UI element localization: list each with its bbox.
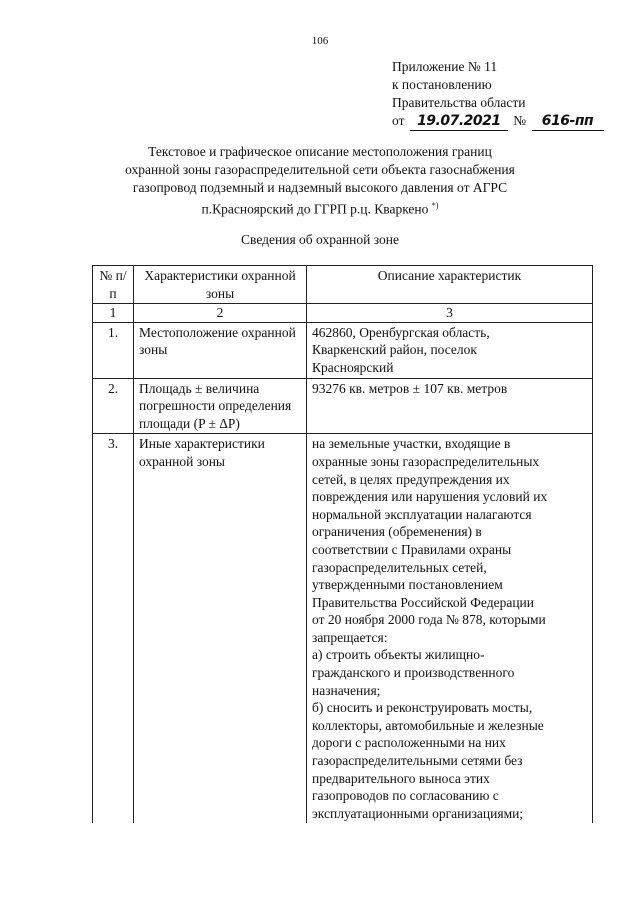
section-subtitle: Сведения об охранной зоне: [241, 232, 399, 247]
table-row: [93, 434, 593, 824]
table-row: [93, 378, 593, 434]
title-line-1: Текстовое и графическое описание местоположения границ: [148, 144, 492, 159]
row-3-desc-line: эксплуатационными организациями;: [312, 805, 524, 821]
row-3-desc-line: дороги с расположенными на них: [312, 735, 506, 751]
handwritten-number: 616-пп: [532, 112, 604, 131]
col-number-2: 2: [134, 304, 307, 323]
row-1-desc: [307, 322, 593, 378]
title-line-4: [100, 197, 540, 219]
row-3-desc-line: назначения;: [312, 682, 381, 698]
row-3-desc-line: газопроводов по согласованию с: [312, 788, 499, 804]
title-line-4-text: п.Красноярский до ГГРП р.ц. Кваркено: [201, 201, 429, 217]
page-number: 106: [311, 35, 329, 47]
col-number-3: 3: [307, 304, 593, 323]
table-row: [93, 322, 593, 378]
row-1-desc-line: Красноярский: [312, 359, 394, 375]
row-3-desc-line: Правительства Российской Федерации: [312, 594, 534, 610]
row-3-desc-line: гражданского и производственного: [312, 665, 515, 681]
row-3-num: 3.: [93, 434, 134, 824]
row-2-name: Площадь ± величина погрешности определения площади (P ± ΔP): [134, 378, 307, 434]
row-3-desc-line: ограничения (обременения) в: [312, 524, 482, 540]
row-2-num: 2.: [93, 378, 134, 434]
document-title: [100, 143, 540, 219]
handwritten-date: 19.07.2021: [410, 112, 508, 131]
row-3-desc-line: нормальной эксплуатации налагаются: [312, 506, 532, 522]
row-3-desc-line: от 20 ноября 2000 года № 878, которыми: [312, 612, 546, 628]
row-3-desc-line: б) сносить и реконструировать мосты,: [312, 700, 533, 716]
header-num: № п/п: [93, 266, 134, 304]
zone-info-table: [92, 265, 593, 823]
row-3-desc-line: утвержденными постановлением: [312, 577, 503, 593]
row-3-desc-line: коллекторы, автомобильные и железные: [312, 717, 544, 733]
appendix-block: [392, 58, 604, 131]
row-2-desc-line: 93276 кв. метров ± 107 кв. метров: [312, 380, 508, 396]
appendix-line-1: Приложение № 11: [392, 59, 498, 74]
row-3-desc-line: соответствии с Правилами охраны: [312, 541, 512, 557]
appendix-date-line: [392, 112, 604, 131]
column-number-row: [93, 304, 593, 323]
header-description: Описание характеристик: [307, 266, 593, 304]
row-3-desc-line: на земельные участки, входящие в: [312, 436, 511, 452]
row-3-desc-line: а) строить объекты жилищно-: [312, 647, 485, 663]
row-1-desc-line: 462860, Оренбургская область,: [312, 324, 490, 340]
row-3-desc-line: охранные зоны газораспределительных: [312, 453, 540, 469]
row-3-desc-line: сетей, в целях предупреждения их: [312, 471, 510, 487]
row-3-desc-line: газораспределительных сетей,: [312, 559, 487, 575]
number-label: №: [513, 113, 527, 128]
row-1-num: 1.: [93, 322, 134, 378]
row-3-name: Иные характеристики охранной зоны: [134, 434, 307, 824]
from-label: от: [392, 113, 405, 128]
table-header-row: [93, 266, 593, 304]
row-2-desc: [307, 378, 593, 434]
header-characteristics: Характеристики охранной зоны: [134, 266, 307, 304]
row-1-name: Местоположение охранной зоны: [134, 322, 307, 378]
row-3-desc-line: предварительного выноса этих: [312, 770, 490, 786]
title-line-2: охранной зоны газораспределительной сети объекта газоснабжения: [125, 162, 515, 177]
row-3-desc: [307, 434, 593, 824]
col-number-1: 1: [93, 304, 134, 323]
row-3-desc-line: запрещается:: [312, 629, 388, 645]
appendix-line-3: Правительства области: [392, 95, 526, 110]
footnote-mark: *): [431, 201, 439, 210]
row-1-desc-line: Кваркенский район, поселок: [312, 342, 477, 358]
title-line-3: газопровод подземный и надземный высокого давления от АГРС: [132, 180, 508, 195]
row-3-desc-line: газораспределительными сетями без: [312, 753, 523, 769]
row-3-desc-line: повреждения или нарушения условий их: [312, 489, 548, 505]
appendix-line-2: к постановлению: [392, 77, 492, 92]
